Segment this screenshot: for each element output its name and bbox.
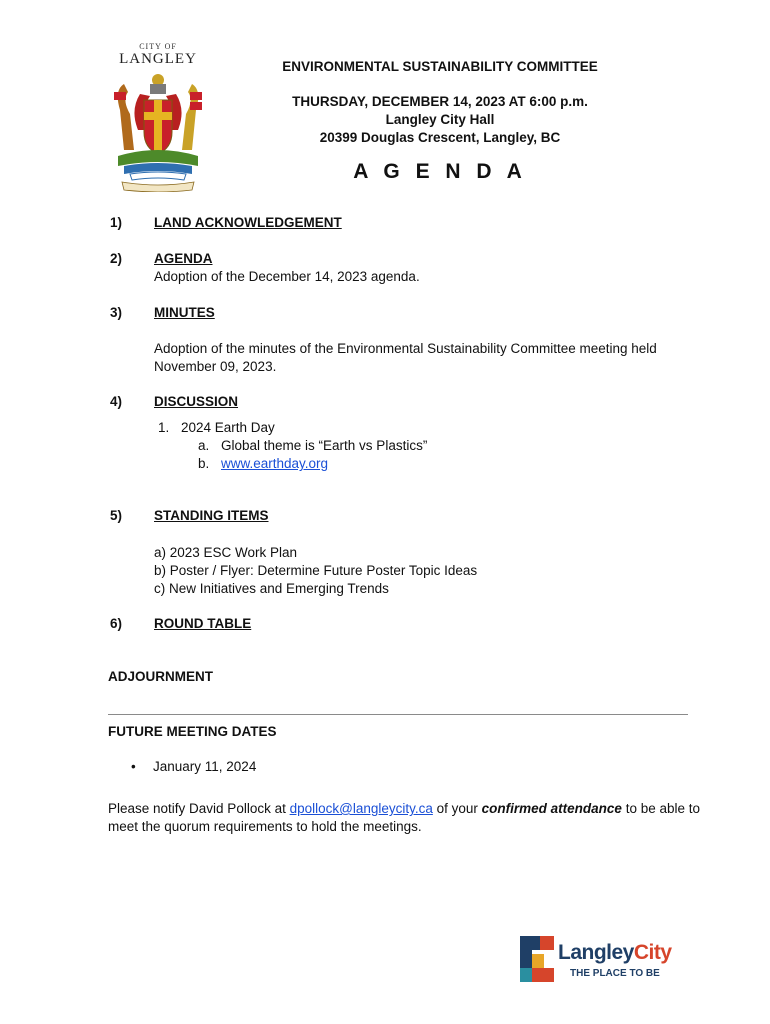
agenda-title: A G E N D A	[353, 160, 527, 183]
future-dates-heading: FUTURE MEETING DATES	[108, 724, 277, 739]
notice-text-before: Please notify David Pollock at	[108, 801, 290, 816]
contact-email-link[interactable]: dpollock@langleycity.ca	[289, 801, 433, 816]
notice-text-after: to be able to meet the quorum requirements to hold the meetings.	[108, 801, 700, 834]
coat-of-arms-icon	[110, 70, 206, 192]
item-heading-discussion: DISCUSSION	[154, 394, 239, 409]
brand-first-word: Langley	[558, 941, 634, 964]
item-heading-standing-items: STANDING ITEMS	[154, 508, 269, 523]
list-item: a) 2023 ESC Work Plan	[154, 545, 298, 560]
item-number: 6)	[110, 616, 123, 631]
notice-emphasis: confirmed attendance	[481, 801, 622, 816]
list-item: b) Poster / Flyer: Determine Future Poster Topic Ideas	[154, 563, 478, 578]
item-text-minutes: Adoption of the minutes of the Environmental Sustainability Committee meeting held November 09, 2023.	[154, 341, 657, 374]
langley-city-footer-logo	[518, 932, 688, 984]
list-item: c) New Initiatives and Emerging Trends	[154, 581, 389, 596]
item-text-agenda: Adoption of the December 14, 2023 agenda.	[154, 269, 420, 284]
section-divider	[108, 714, 688, 715]
footer-brand-name	[558, 941, 672, 965]
bullet-icon: •	[131, 759, 136, 774]
city-crest-logo	[110, 42, 206, 192]
item-number: 4)	[110, 394, 123, 409]
discussion-sub-b-letter: b.	[198, 456, 210, 471]
item-heading-minutes: MINUTES	[154, 305, 215, 320]
meeting-date: THURSDAY, DECEMBER 14, 2023 AT 6:00 p.m.	[292, 94, 588, 109]
discussion-sub-a-letter: a.	[198, 438, 210, 453]
future-date-item: January 11, 2024	[153, 759, 257, 774]
discussion-sub-a-text: Global theme is “Earth vs Plastics”	[221, 438, 428, 453]
item-heading-agenda: AGENDA	[154, 251, 213, 266]
notice-text-middle: of your	[432, 801, 482, 816]
discussion-sub-title: 2024 Earth Day	[181, 420, 275, 435]
item-number: 2)	[110, 251, 123, 266]
item-number: 3)	[110, 305, 123, 320]
discussion-sub-number: 1.	[158, 420, 170, 435]
crest-city-of-text: CITY OF	[139, 42, 177, 51]
langley-city-mark-icon	[518, 934, 558, 984]
meeting-venue: Langley City Hall	[385, 112, 495, 127]
footer-tagline: THE PLACE TO BE	[570, 968, 660, 979]
item-number: 5)	[110, 508, 123, 523]
item-heading-round-table: ROUND TABLE	[154, 616, 252, 631]
adjournment-heading: ADJOURNMENT	[108, 669, 214, 684]
earthday-link[interactable]: www.earthday.org	[221, 456, 329, 471]
brand-second-word: City	[633, 941, 672, 964]
agenda-header	[230, 58, 650, 147]
committee-name: ENVIRONMENTAL SUSTAINABILITY COMMITTEE	[282, 59, 598, 74]
item-heading-land-acknowledgement: LAND ACKNOWLEDGEMENT	[154, 215, 342, 230]
meeting-meta	[230, 93, 650, 147]
attendance-notice	[108, 800, 708, 836]
meeting-address: 20399 Douglas Crescent, Langley, BC	[319, 130, 561, 145]
item-number: 1)	[110, 215, 123, 230]
crest-langley-text: LANGLEY	[119, 51, 197, 67]
